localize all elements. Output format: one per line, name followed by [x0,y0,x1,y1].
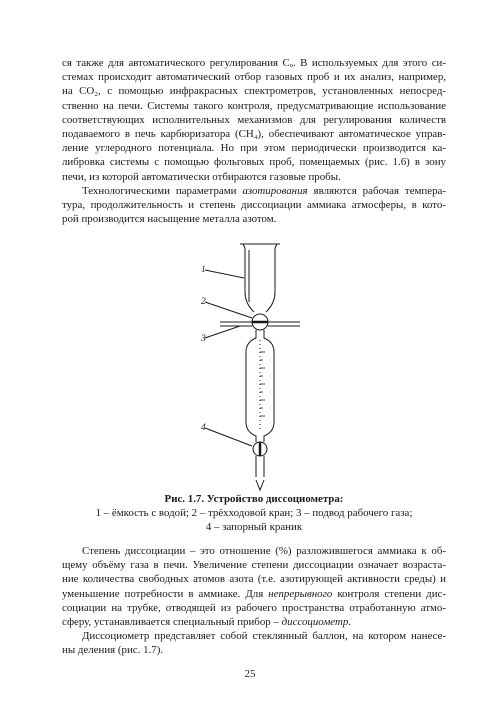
paragraph-nitriding-params [62,184,446,227]
measuring-tube-outline [246,330,274,442]
text-line: печи, из которой автоматически отбираются газовые пробы. [62,170,341,183]
figure-label-2: 2 [201,297,206,307]
text-run: Технологическими параметрами [82,184,243,197]
text-line: ственно на печи. Системы такого контроля, предусматривающие использование [62,99,446,112]
paragraph-carbon-control [62,56,446,184]
text-run: контроля степени дис- [332,587,446,600]
text-line: ление углеродного потенциала. Но при этом периодически производится ка- [62,142,446,155]
emphasis-nitriding: азотирования [242,184,308,197]
text-block-bottom [62,544,446,658]
text-line: Диссоциометр представляет собой стеклянный баллон, на котором нанесе- [82,630,446,643]
text-line: ся также для автоматического регулирования Сₒ. В используемых для этого си- [62,57,446,69]
text-line: ны деления (рис. 1.7). [62,644,164,657]
tick-marks [260,352,265,416]
text-line: ние количества свободных атомов азота (т.е. азотирующей активности среды) и [62,573,446,586]
text-line [62,184,446,198]
figure-label-3: 3 [201,334,206,344]
page-number: 25 [244,668,256,680]
text-run: сферу, устанавливается специальный прибор – [62,616,282,629]
figure-label-4: 4 [201,423,206,433]
text-line: либровка системы с помощью фольговых проб, помещаемых (рис. 1.6) в зону [62,156,446,169]
emphasis-continuous: непрерывного [268,587,333,600]
paragraph-dissociation-degree [62,544,446,629]
text-run: . [348,616,352,629]
text-line: щему объёму газа в печи. Увеличение степени диссоциации означает возраста- [62,559,446,572]
paragraph-dissociometer-desc [62,629,446,657]
text-line [62,587,446,601]
caption-title: Рис. 1.7. Устройство диссоциометра: [164,493,344,505]
text-line: на CO₂, с помощью инфракрасных спектрометров, установленных непосред- [62,85,446,98]
text-run: являются рабочая темпера- [307,184,446,197]
text-line: тура, продолжительность и степень диссоциации аммиака атмосферы, в кото- [62,199,446,212]
text-line: Степень диссоциации – это отношение (%) разложившегося аммиака к об- [82,545,446,557]
dissociometer-figure [200,242,310,492]
water-vessel-outline [240,244,280,312]
text-line: социации на трубке, отводящей из рабочего пространства отработанную атмо- [62,601,446,614]
emphasis-dissociometer: диссоциометр [281,616,349,629]
text-line [62,615,446,629]
text-run: уменьшение потребности в аммиаке. Для [62,587,269,600]
caption-legend-line1: 1 – ёмкость с водой; 2 – трёхходовой кран; 3 – подвод рабочего газа; [95,507,413,520]
text-block-top [62,56,446,226]
caption-legend-line2: 4 – запорный краник [205,521,303,534]
figure-label-1: 1 [201,265,206,275]
text-line: стемах происходит автоматический отбор газовых проб и их анализ, например, [62,71,446,84]
text-line: подаваемого в печь карбюризатора (CH₄), обеспечивают автоматическое управ- [62,128,446,141]
text-line: рой производится насыщение металла азотом. [62,213,277,226]
figure-caption [62,492,446,535]
text-line: соответствующих исполнительных механизмов для регулирования количеств [62,113,446,126]
